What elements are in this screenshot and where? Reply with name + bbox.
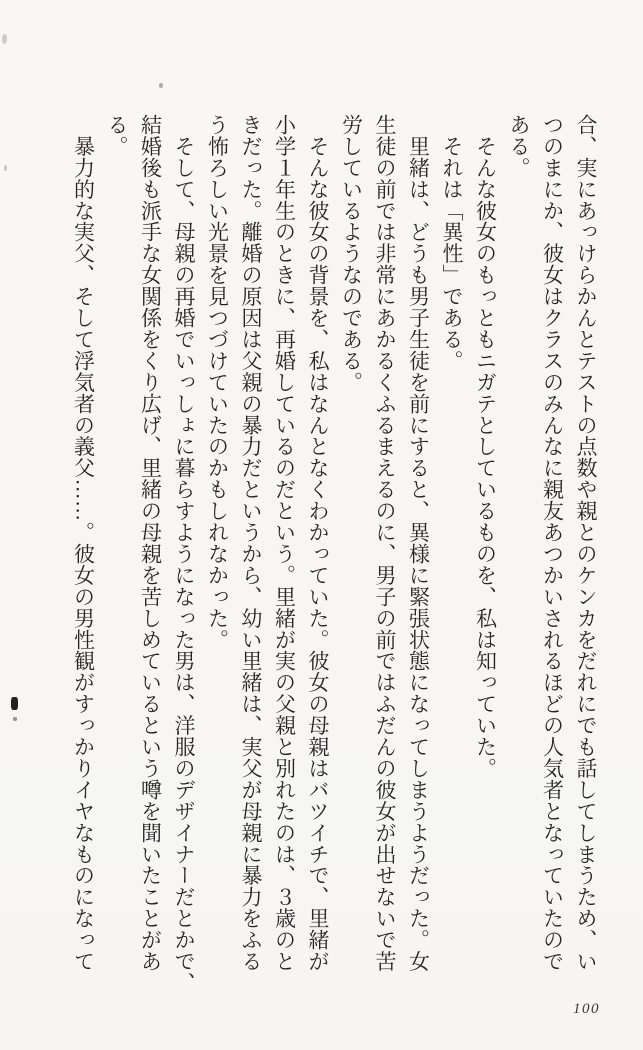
scan-speck	[11, 697, 18, 710]
text-column-1: 合、実にあっけらかんとテストの点数や親とのケンカをだれにでも話してしまうため、い	[574, 114, 598, 972]
text-column-9: そんな彼女の背景を、私はなんとなくわかっていた。彼女の母親はバツイチで、里緒が	[306, 114, 330, 972]
text-column-15: る。	[105, 114, 129, 157]
text-column-8: 労しているようなのである。	[339, 114, 364, 393]
body-text-block	[66, 114, 602, 998]
text-column-10: 小学１年生のときに、再婚しているのだという。里緒が実の父親と別れたのは、３歳のと	[272, 114, 297, 972]
text-column-5: それは「異性」である。	[440, 114, 464, 372]
scan-speck	[4, 165, 7, 171]
text-column-12: う怖ろしい光景を見つづけていたのかもしれなかった。	[205, 114, 230, 651]
text-column-6: 里緒は、どうも男子生徒を前にすると、異様に緊張状態になってしまうようだった。女	[406, 114, 431, 972]
text-column-14: 結婚後も派手な女関係をくり広げ、里緒の母親を苦しめているという噂を聞いたことがあ	[138, 114, 163, 972]
text-column-16: 暴力的な実父、そして浮気者の義父……。彼女の男性観がすっかりイヤなものになって	[71, 114, 96, 972]
text-column-7: 生徒の前では非常にあかるくふるまえるのに、男子の前ではふだんの彼女が出せないで苦	[373, 114, 397, 972]
text-column-2: つのまにか、彼女はクラスのみんなに親友あつかいされるほどの人気者となっていたので	[540, 114, 565, 972]
page-number: 100	[573, 1001, 600, 1017]
text-column-13: そして、母親の再婚でいっしょに暮らすようになった男は、洋服のデザイナーだとかで、	[172, 114, 196, 994]
scan-speck	[13, 717, 17, 721]
text-column-4: そんな彼女のもっともニガテとしているものを、私は知っていた。	[473, 114, 498, 779]
scan-speck	[159, 83, 163, 88]
scan-speck	[2, 34, 7, 44]
text-column-3: ある。	[507, 114, 531, 179]
text-column-11: きだった。離婚の原因は父親の暴力だというから、幼い里緒は、実父が母親に暴力をふる	[239, 114, 263, 972]
